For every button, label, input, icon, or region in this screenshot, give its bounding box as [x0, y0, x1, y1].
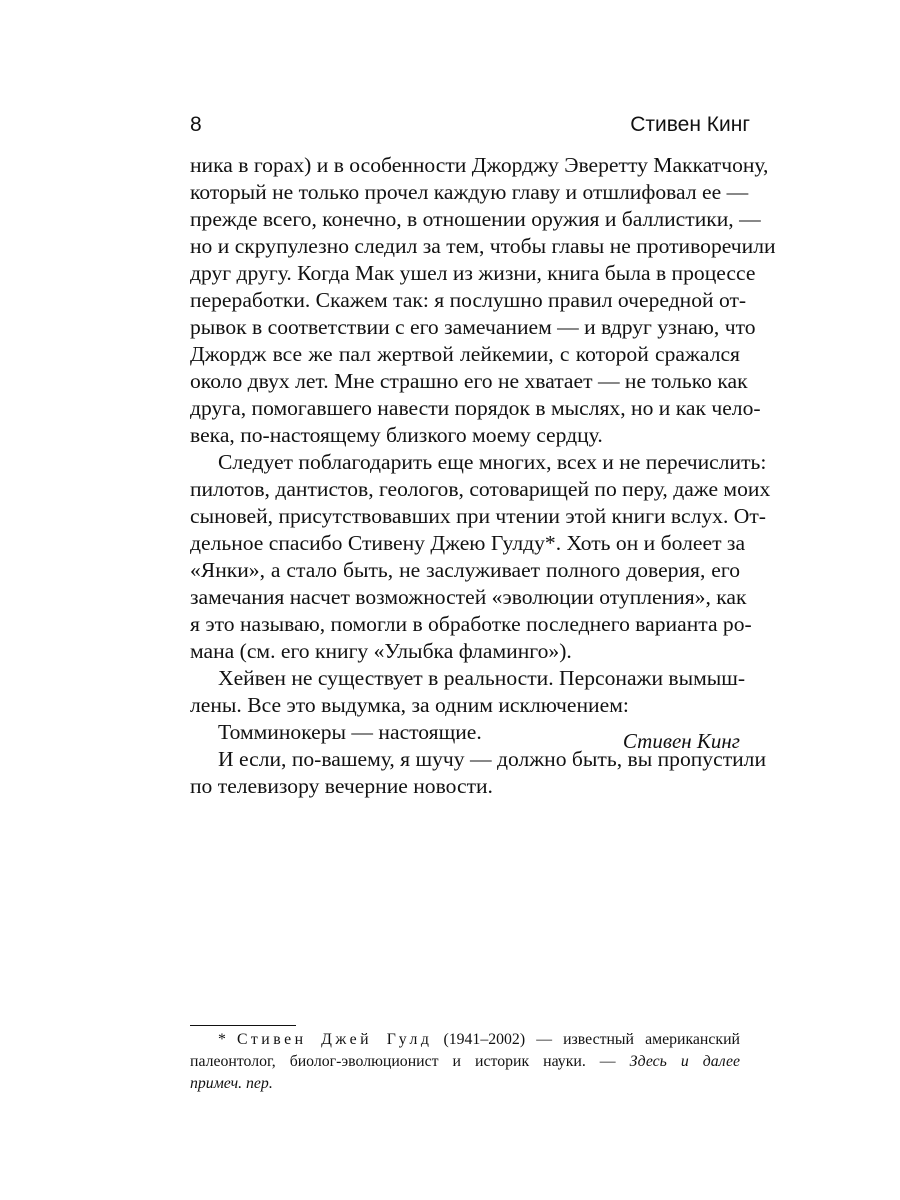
text-line: я это называю, помогли в обработке последнего варианта ро- [190, 612, 752, 636]
text-line: друга, помогавшего навести порядок в мыслях, но и как чело- [190, 396, 761, 420]
text-line: по телевизору вечерние новости. [190, 774, 493, 798]
text-line: сыновей, присутствовавших при чтении этой книги вслух. От- [190, 504, 766, 528]
text-line: Джордж все же пал жертвой лейкемии, с которой сражался [190, 342, 740, 366]
text-line: века, по-настоящему близкого моему сердцу. [190, 423, 603, 447]
text-line: рывок в соответствии с его замечанием — и вдруг узнаю, что [190, 315, 756, 339]
text-line: лены. Все это выдумка, за одним исключением: [190, 693, 629, 717]
running-head-title: Стивен Кинг [630, 113, 750, 136]
paragraph [190, 746, 767, 800]
text-line: Томминокеры — настоящие. [218, 720, 482, 744]
paragraph [190, 449, 771, 665]
footnote-divider [190, 1025, 296, 1026]
footnote-marker: * [218, 1031, 238, 1048]
body-text [190, 152, 776, 800]
page-number: 8 [190, 113, 202, 136]
text-line: но и скрупулезно следил за тем, чтобы главы не противоречили [190, 234, 776, 258]
text-line: И если, по-вашему, я шучу — должно быть, вы пропустили [218, 747, 767, 771]
text-line: ника в горах) и в особенности Джорджу Эверетту Маккатчону, [190, 153, 769, 177]
text-line: дельное спасибо Стивену Джею Гулду*. Хоть он и болеет за [190, 531, 746, 555]
text-line: Следует поблагодарить еще многих, всех и не перечислить: [218, 450, 767, 474]
text-line: Хейвен не существует в реальности. Персонажи вымыш- [218, 666, 746, 690]
text-line: около двух лет. Мне страшно его не хватает — не только как [190, 369, 748, 393]
text-line: который не только прочел каждую главу и отшлифовал ее — [190, 180, 749, 204]
footnote-text: (1941–2002) — известный американский [432, 1031, 740, 1048]
text-line: мана (см. его книгу «Улыбка фламинго»). [190, 639, 572, 663]
footnote-name: Стивен Джей Гулд [237, 1031, 433, 1048]
text-line: друг другу. Когда Мак ушел из жизни, книга была в процессе [190, 261, 756, 285]
text-line: «Янки», а стало быть, не заслуживает полного доверия, его [190, 558, 740, 582]
footnote-text: палеонтолог, биолог-эволюционист и историк науки. — [190, 1053, 630, 1070]
footnote-line [190, 1029, 740, 1051]
text-line: прежде всего, конечно, в отношении оружия и баллистики, — [190, 207, 761, 231]
text-line: переработки. Скажем так: я послушно правил очередной от- [190, 288, 747, 312]
paragraph [190, 665, 746, 719]
paragraph [190, 152, 776, 449]
footnote-italic-text: Здесь и далее [629, 1053, 741, 1070]
footnote-italic-text: примеч. пер. [190, 1075, 273, 1092]
text-line: замечания насчет возможностей «эволюции отупления», как [190, 585, 747, 609]
author-signature: Стивен Кинг [622, 729, 740, 753]
footnote-line [190, 1051, 740, 1073]
text-line: пилотов, дантистов, геологов, сотоварищей по перу, даже моих [190, 477, 771, 501]
footnote [190, 1029, 740, 1095]
